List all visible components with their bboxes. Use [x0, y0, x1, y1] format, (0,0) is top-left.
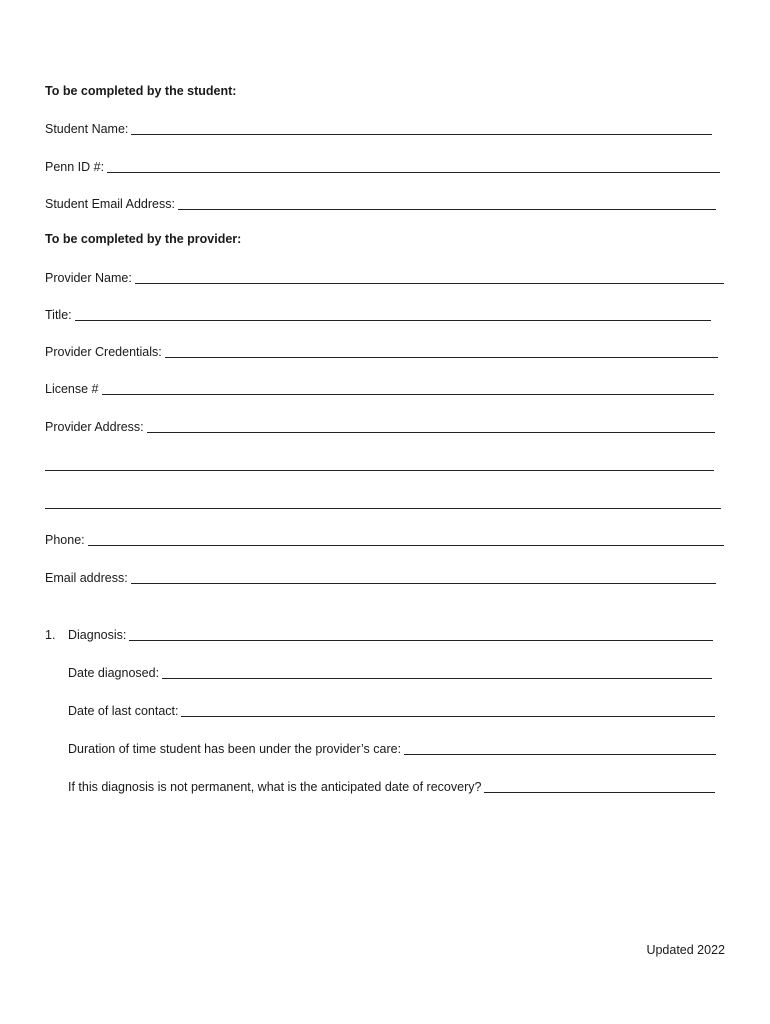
diagnosis-input[interactable]: [129, 626, 713, 641]
student-name-input[interactable]: [131, 120, 712, 135]
provider-credentials-label: Provider Credentials:: [45, 345, 162, 359]
provider-email-row: [45, 568, 716, 586]
phone-row: [45, 530, 724, 548]
student-name-label: Student Name:: [45, 122, 129, 136]
recovery-row: [68, 777, 715, 795]
diagnosis-row: [68, 625, 713, 643]
provider-name-label: Provider Name:: [45, 271, 132, 285]
recovery-label: If this diagnosis is not permanent, what is the anticipated date of recovery?: [68, 780, 482, 794]
item-number: 1.: [45, 628, 56, 642]
license-row: [45, 379, 714, 397]
diagnosis-label: Diagnosis:: [68, 628, 127, 642]
provider-email-input[interactable]: [131, 569, 716, 584]
provider-credentials-row: [45, 342, 718, 360]
student-name-row: [45, 119, 712, 137]
provider-address-label: Provider Address:: [45, 420, 144, 434]
last-contact-input[interactable]: [181, 702, 715, 717]
title-input[interactable]: [75, 306, 711, 321]
provider-credentials-input[interactable]: [165, 343, 718, 358]
provider-address-line-3[interactable]: [45, 508, 721, 509]
last-contact-row: [68, 701, 715, 719]
provider-address-row: [45, 417, 715, 435]
duration-row: [68, 739, 716, 757]
date-diagnosed-input[interactable]: [162, 664, 712, 679]
phone-label: Phone:: [45, 533, 85, 547]
license-input[interactable]: [102, 380, 714, 395]
last-contact-label: Date of last contact:: [68, 704, 179, 718]
title-label: Title:: [45, 308, 72, 322]
license-label: License #: [45, 382, 99, 396]
penn-id-row: [45, 157, 720, 175]
student-email-row: [45, 194, 716, 212]
recovery-input[interactable]: [484, 778, 715, 793]
title-row: [45, 305, 711, 323]
date-diagnosed-row: [68, 663, 712, 681]
student-email-input[interactable]: [178, 195, 716, 210]
student-section-heading: To be completed by the student:: [45, 84, 237, 98]
provider-address-line-2[interactable]: [45, 470, 714, 471]
provider-name-input[interactable]: [135, 269, 724, 284]
student-email-label: Student Email Address:: [45, 197, 175, 211]
duration-label: Duration of time student has been under the provider’s care:: [68, 742, 402, 756]
penn-id-input[interactable]: [107, 158, 720, 173]
duration-input[interactable]: [404, 740, 716, 755]
updated-note: Updated 2022: [646, 943, 725, 957]
penn-id-label: Penn ID #:: [45, 160, 105, 174]
provider-email-label: Email address:: [45, 571, 128, 585]
date-diagnosed-label: Date diagnosed:: [68, 666, 160, 680]
provider-address-input[interactable]: [147, 418, 715, 433]
provider-name-row: [45, 268, 724, 286]
phone-input[interactable]: [88, 531, 724, 546]
provider-section-heading: To be completed by the provider:: [45, 232, 242, 246]
